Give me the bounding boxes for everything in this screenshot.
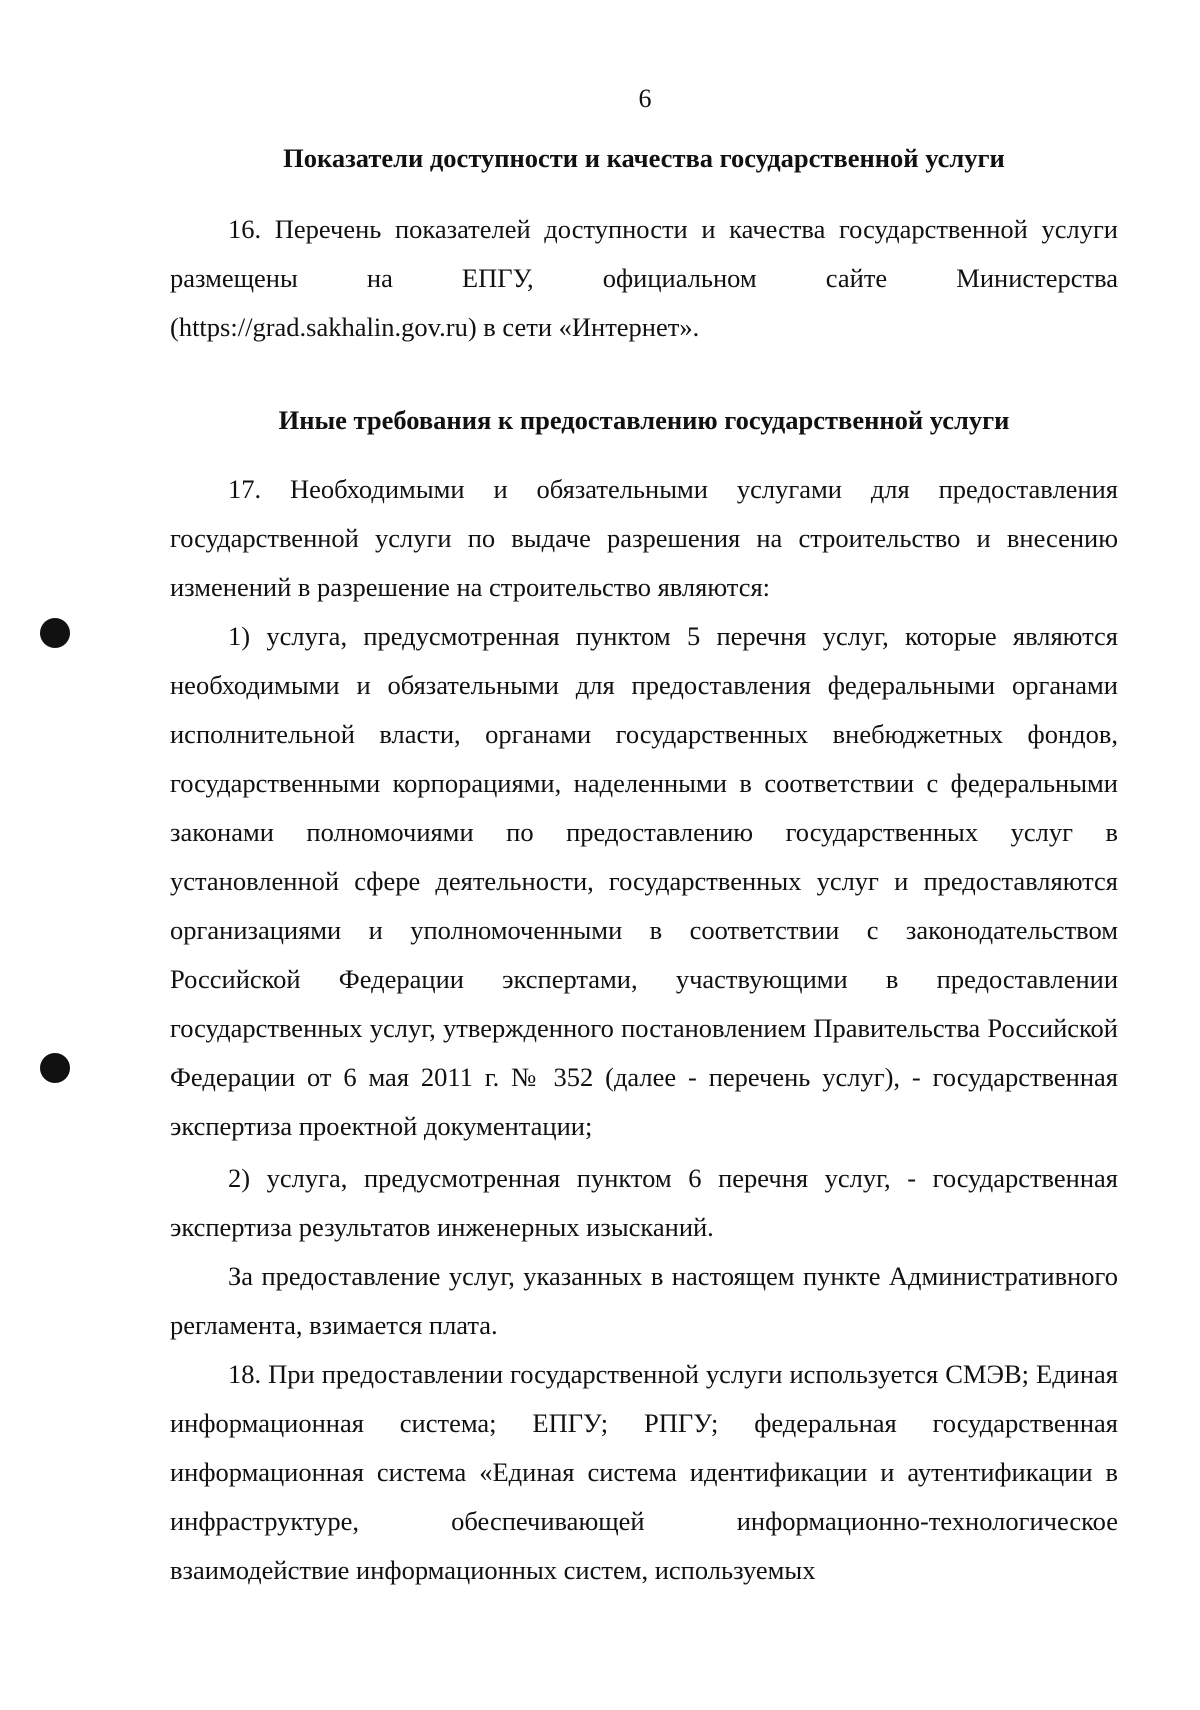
paragraph-16-text: 16. Перечень показателей доступности и качества государственной услуги размещены на ЕПГУ, официальном сайте Министерства (https://grad.sakhalin.gov.ru) в сети «Интернет». [170, 214, 1118, 342]
section-heading-accessibility: Показатели доступности и качества государственной услуги [283, 143, 1005, 173]
punch-hole-mark [40, 618, 70, 648]
paragraph-17 [170, 465, 1118, 612]
punch-hole-mark [40, 1053, 70, 1083]
paragraph-17-text: 17. Необходимыми и обязательными услугами для предоставления государственной услуги по выдаче разрешения на строительство и внесению изменений в разрешение на строительство являются: [170, 474, 1118, 602]
paragraph-17-payment [170, 1252, 1118, 1350]
paragraph-18 [170, 1350, 1118, 1595]
paragraph-17-payment-text: За предоставление услуг, указанных в настоящем пункте Административного регламента, взимается плата. [170, 1261, 1118, 1340]
paragraph-16 [170, 205, 1118, 352]
paragraph-17-item-2 [170, 1154, 1118, 1252]
page-number: 6 [638, 84, 652, 113]
section-heading-other-requirements: Иные требования к предоставлению государственной услуги [278, 405, 1010, 435]
paragraph-17-item-1 [170, 612, 1118, 1151]
paragraph-17-item-2-text: 2) услуга, предусмотренная пунктом 6 перечня услуг, - государственная экспертиза результатов инженерных изысканий. [170, 1163, 1118, 1242]
paragraph-17-item-1-text: 1) услуга, предусмотренная пунктом 5 перечня услуг, которые являются необходимыми и обязательными для предоставления федеральными органами исполнительной власти, органами государственных внебюджетных фондов, государственными корпорациями, наделенными в соответствии с федеральными законами полномочиями по предоставлению государственных услуг в установленной сфере деятельности, государственных услуг и предоставляются организациями и уполномоченными в соответствии с законодательством Российской Федерации экспертами, участвующими в предоставлении государственных услуг, утвержденного постановлением Правительства Российской Федерации от 6 мая 2011 г. № 352 (далее - перечень услуг), - государственная экспертиза проектной документации; [170, 621, 1118, 1141]
paragraph-18-text: 18. При предоставлении государственной услуги используется СМЭВ; Единая информационная система; ЕПГУ; РПГУ; федеральная государственная информационная система «Единая система идентификации и аутентификации в инфраструктуре, обеспечивающей информационно-технологическое взаимодействие информационных систем, используемых [170, 1359, 1118, 1585]
